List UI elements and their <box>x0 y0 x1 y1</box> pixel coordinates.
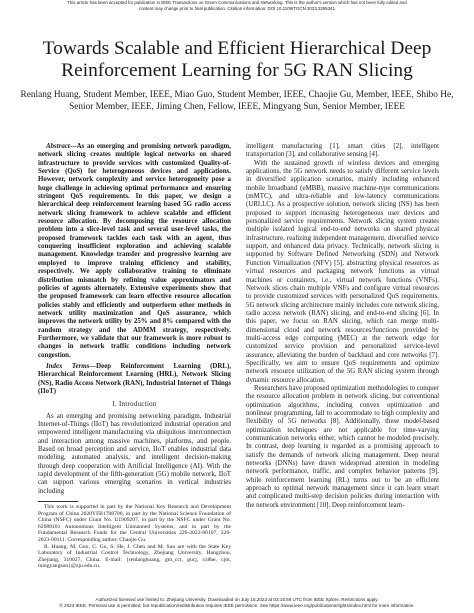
abstract <box>38 143 231 360</box>
footnote-divider <box>38 501 78 502</box>
index-terms-text: —Deep Reinforcement Learning (DRL), Hierarchical Reinforcement Learning (HRL), Network Slicing (NS), Radio Access Network (RAN), Industrial Internet of Things (IIoT) <box>38 362 231 395</box>
funding-footnote: This work is supported in part by the National Key Research and Development Program of China 2020YFB1708700, in part by the National Science Foundation of China (NSFC) under Grant No. U1909207, in part by the NSFC under Grant No. 62088101 Autonomous Intelligent Unmanned Systems, and in part by the Fundamental Research Funds for the Central Universities 226-2022-00107, 226-2023-00111. Corresponding author: Chaojie Gu. <box>38 504 231 544</box>
right-paragraph-3: Researchers have proposed optimization methodologies to conquer the resource allocation problem in network slicing, but conventional optimization algorithms, including convex optimization and nonlinear programming, fail to accommodate to high complexity and flexibility of 5G networks [8]. Additionally, these model-based optimization techniques are not applicable for time-varying communication networks either, which cannot be modeled precisely. In contrast, deep learning is regarded as a promising approach to satisfy the demands of network slicing management. Deep neural networks (DNNs) have drawn widespread attention in modeling network performance, traffic, and complex behavior patterns [9], while reinforcement learning (RL) turns out to be an efficient approach to optimal network management since it can learn smart and complicated multi-step decision policies during interaction with the network environment [10]. Deep reinforcement learn- <box>246 384 439 509</box>
paper-title: Towards Scalable and Efficient Hierarchical Deep Reinforcement Learning for 5G RAN Slicing <box>42 38 432 81</box>
license-footer <box>0 597 474 609</box>
right-paragraph-2: With the sustained growth of wireless devices and emerging applications, the 5G network needs to satisfy different service levels in diversified application scenarios, mainly including enhanced mobile broadband (eMBB), massive machine-type communications (mMTC), and ultra-reliable and low-latency communications (URLLC). As a prospective solution, network slicing (NS) has been proposed to support increasing heterogeneous user devices and personalized service requirements. Network slicing system creates multiple isolated logical end-to-end networks on shared physical infrastructure, realizing independent management, diversified service support, and enhanced data privacy. Technically, network slicing is supported by Software Defined Networking (SDN) and Network Function Virtualization (NFV) [5], abstracting physical resources as virtual resources and packaging network functions as virtual machines or containers, i.e., virtual network functions (VNFs). Network slices chain multiple VNFs and configure virtual resources to provide customized services with personalized QoS requirements. 5G network slicing architecture mainly includes core network slicing, radio access network (RAN) slicing, and end-to-end slicing [6]. In this paper, we focus on RAN slicing, which can merge multi-dimensional cloud and network resources/functions provided by multi-access edge computing (MEC) at the network edge for customized service provision and personalized service-level assurance, alleviating the burden of backhaul and core networks [7]. Specifically, we aim to ensure QoS requirements and optimize network resource utilization of the 5G RAN slicing system through dynamic resource allocation. <box>246 159 439 384</box>
abstract-text: As an emerging and promising network paradigm, network slicing creates multiple logical networks on shared infrastructure to provide services with customized Quality-of-Service (QoS) for heterogeneous devices and applications. However, network complexity and service heterogeneity pose a huge challenge in achieving optimal performance and ensuring stringent QoS requirements. In this paper, we design a hierarchical deep reinforcement learning based 5G radio access network slicing framework to achieve scalable and efficient resource allocation. By decomposing the resource allocation problem into a slice-level task and several user-level tasks, the proposed framework tackles each task with an agent, thus conquering insufficient exploration and achieving scalable management. Knowledge transfer and progressive learning are employed to improve training efficiency and stability, respectively. We apply collaborative training to eliminate distribution mismatch by refining value approximators and policies of agents alternately. Extensive experiments show that the proposed framework can learn effective resource allocation policies stably and efficiently and outperform other methods in network utility maximization and QoS assurance, which improves the network utility by 25% and 8% compared with the random strategy and the ADMM strategy, respectively. Furthermore, we validate that our framework is more robust to changes in network traffic conditions including network congestion. <box>38 143 231 359</box>
left-column <box>38 143 231 570</box>
banner-line-2: content may change prior to final publication. Citation information: DOI 10.1109/TGCN.2023.3295341 <box>138 6 336 11</box>
index-terms <box>38 363 231 396</box>
intro-paragraph-1: As an emerging and promising networking paradigm, Industrial Internet-of-Things (IIoT) has revolutionized industrial operation and empowered intelligent manufacturing via ubiquitous interconnection and interaction among massive machines, platforms, and people. Based on broad perception and service, IIoT enables industrial data modeling, automated analysis, and intelligent decision-making through deep cooperation with Artificial Intelligence (AI). With the rapid development of the fifth-generation (5G) mobile network, IIoT can support various emerging scenarios in vertical industries including <box>38 412 231 495</box>
abstract-label: Abstract— <box>46 143 77 150</box>
affiliation-footnote: R. Huang, M. Guo, C. Gu, S. He, J. Chen and M. Sun are with the State Key Laboratory of Industrial Control Technology, Zhejiang University, Hangzhou, Zhejiang, 310027, China. E-mail: {renlanghuang, gm_cct, gucj, s18he, cjm, mingyangsun}@zju.edu.cn. <box>38 543 231 570</box>
banner-line-1: This article has been accepted for publication in IEEE Transactions on Green Communications and Networking. This is the author's version which has not been fully edited and <box>67 0 407 5</box>
section-heading-introduction: I. Introduction <box>112 401 157 409</box>
index-terms-label: Index Terms <box>46 362 90 370</box>
footer-line-2: © 2023 IEEE. Personal use is permitted, but republication/redistribution requires IEEE permission. See https://www.ieee.org/publications/rights/index.html for more information. <box>59 603 415 608</box>
author-list: Renlang Huang, Student Member, IEEE, Miao Guo, Student Member, IEEE, Chaojie Gu, Member, IEEE, Shibo He, Senior Member, IEEE, Jiming Chen, Fellow, IEEE, Mingyang Sun, Senior Member, IEEE <box>20 90 454 112</box>
footer-line-1: Authorized licensed use limited to: Zhejiang University. Downloaded on July 15,2023 at 03:15:56 UTC from IEEE Xplore. Restrictions apply. <box>95 597 379 602</box>
right-paragraph-1: intelligent manufacturing [1], smart cities [2], intelligent transportation [3], and collaborative sensing [4]. <box>246 143 439 159</box>
footnote <box>38 504 231 570</box>
right-column <box>246 143 439 510</box>
publication-banner <box>0 0 474 12</box>
